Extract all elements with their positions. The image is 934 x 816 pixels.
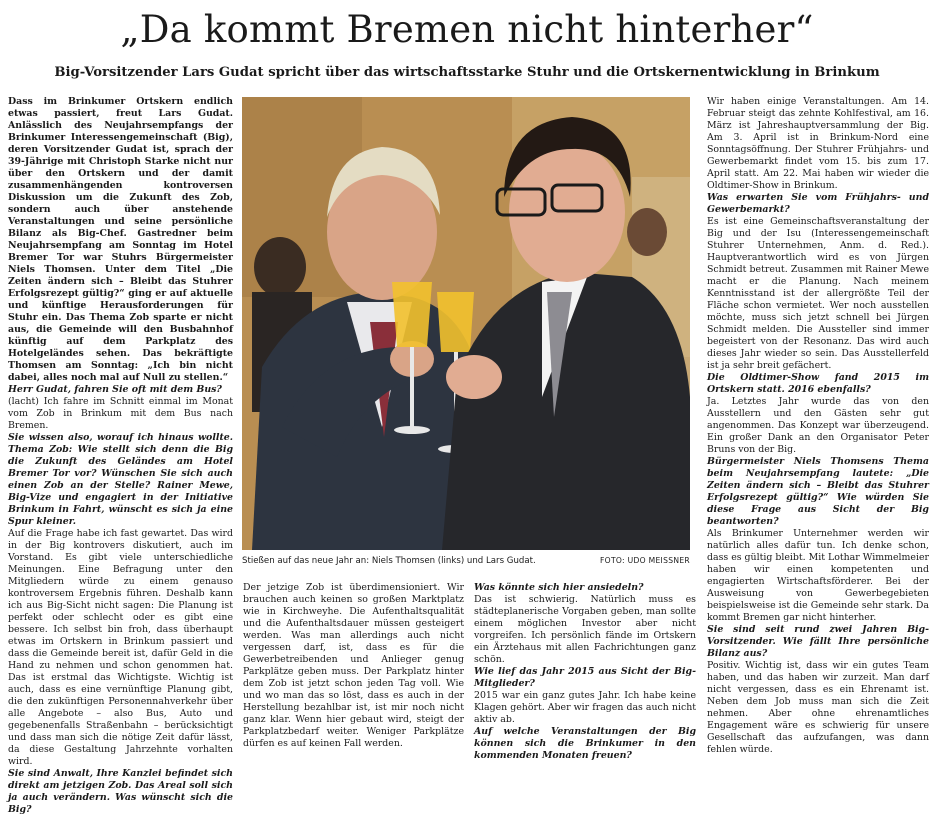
photo-credit: FOTO: UDO MEISSNER [600,556,690,565]
answer-5: 2015 war ein ganz gutes Jahr. Ich habe keine Klagen gehört. Aber wir fragen das auch nicht aktiv ab. [474,690,696,725]
headline: „Da kommt Bremen nicht hinterher“ [120,8,814,51]
question-2: Sie wissen also, worauf ich hinaus wollte. Thema Zob: Wie stellt sich denn die Big die Zukunft des Geländes am Hotel Bremer Tor vor? Wünschen Sie sich auch einen Zob an der Stelle? Rainer Mewe, Big-Vize und engagiert in der Initiative Brinkum in Fahrt, wünscht es sich ja eine Spur kleiner. [8,432,233,527]
question-7: Was erwarten Sie vom Frühjahrs- und Gewerbemarkt? [707,192,929,215]
answer-9: Als Brinkumer Unternehmer werden wir natürlich alles dafür tun. Ich denke schon, dass es gültig bleibt. Mit Lothar Wimmelmeier haben wir einen kompetenten und engagierten Wirtschaftsförderer. Bei der Ausweisung von Gewerbegebieten beispielsweise ist die Gemeinde sehr stark. Da kommt Bremen gar nicht hinterher. [707,528,930,623]
answer-1: (lacht) Ich fahre im Schnitt einmal im Monat vom Zob in Brinkum mit dem Bus nach Bremen. [8,396,233,431]
answer-7: Es ist eine Gemeinschaftsveranstaltung der Big und der Isu (Interessengemeinschaft Stuhrer Unternehmen, Anm. d. Red.). Hauptverantwortlich wird es von Jürgen Schmidt betreut. Zusammen mit Rainer Mewe macht er die Planung. Nach meinem Kenntnisstand ist der allergrößte Teil der Fläche schon vermietet. Wer noch ausstellen möchte, muss sich jetzt schnell bei Jürgen Schmidt melden. Die Aussteller sind immer begeistert von der Resonanz. Das wird auch dieses Jahr wieder so sein. Das Ausstellerfeld ist ja sehr breit gefächert. [707,216,929,371]
answer-10: Positiv. Wichtig ist, dass wir ein gutes Team haben, und das haben wir zurzeit. Man darf nicht vergessen, dass es ein Ehrenamt ist. Neben dem Job muss man sich die Zeit nehmen. Aber ohne ehrenamtliches Engagement wäre es schwierig für unsere Gesellschaft das aufzufangen, was dann fehlen würde. [707,660,929,755]
question-1: Herr Gudat, fahren Sie oft mit dem Bus? [8,384,222,395]
photo-caption [242,553,690,569]
intro-paragraph: Dass im Brinkumer Ortskern endlich etwas passiert, freut Lars Gudat. Anlässlich des Neujahrsempfangs der Brinkumer Interessengemeinschaft (Big), deren Vorsitzender Gudat ist, sprach der 39-Jährige mit Christoph Starke nicht nur über den Ortskern und der damit zusammenhängenden kontroversen Diskussion um die Zukunft des Zob, sondern auch über anstehende Veranstaltungen und seine persönliche Bilanz als Big-Chef. Gastredner beim Neujahrsempfang am Sonntag im Hotel Bremer Tor war Stuhrs Bürgermeister Niels Thomsen. Unter dem Titel „Die Zeiten ändern sich – Bleibt das Stuhrer Erfolgsrezept gültig?“ ging er auf aktuelle und künftige Herausforderungen für Stuhr ein. Das Thema Zob sparte er nicht aus, die Gemeinde will den Busbahnhof künftig auf dem Parkplatz des Hotelgeländes sehen. Das bekräftigte Thomsen am Sonntag: „Ich bin nicht dabei, alles noch mal auf Null zu stellen.“ [8,96,233,383]
question-6: Auf welche Veranstaltungen der Big können sich die Brinkumer in den kommenden Monaten freuen? [474,726,696,761]
answer-6: Wir haben einige Veranstaltungen. Am 14. Februar steigt das zehnte Kohlfestival, am 16. März ist Jahreshauptversammlung der Big. Am 3. April ist in Brinkum-Nord eine Sonntagsöffnung. Der Stuhrer Frühjahrs- und Gewerbemarkt findet vom 15. bis zum 17. April statt. Am 22. Mai haben wir wieder die Oldtimer-Show in Brinkum. [707,96,929,191]
answer-8: Ja. Letztes Jahr wurde das von den Ausstellern und den Gästen sehr gut angenommen. Das Konzept war überzeugend. Ein großer Dank an den Organisator Peter Bruns von der Big. [707,396,929,455]
column-1 [8,96,233,816]
column-3 [474,582,696,762]
question-8: Die Oldtimer-Show fand 2015 im Ortskern statt. 2016 ebenfalls? [707,372,929,395]
photo-toast [242,97,690,550]
answer-3: Der jetzige Zob ist überdimensioniert. Wir brauchen auch keinen so großen Marktplatz wie in Kirchweyhe. Die Aufenthaltsqualität und die Aufenthaltsdauer müssen gesteigert werden. Was man allerdings auch nicht vergessen darf, ist, dass es für die Gewerbetreibenden und Anlieger genug Parkplätze geben muss. Der Parkplatz hinter dem Zob ist jetzt schon jeden Tag voll. Wie und wo man das so löst, dass es auch in der Herstellung bezahlbar ist, ist mir noch nicht ganz klar. Wenn hier gebaut wird, steigt der Parkplatzbedarf weiter. Weniger Parkplätze dürfen es auf keinen Fall werden. [243,582,464,749]
column-4 [707,96,929,756]
column-2 [243,582,464,750]
question-5: Wie lief das Jahr 2015 aus Sicht der Big-Mitglieder? [474,666,696,689]
answer-4: Das ist schwierig. Natürlich muss es städteplanerische Vorgaben geben, man sollte einem möglichen Investor aber nicht vorgreifen. Ich persönlich fände im Ortskern ein Ärztehaus mit allen Fachrichtungen ganz schön. [474,594,696,665]
question-4: Was könnte sich hier ansiedeln? [474,582,644,593]
question-3: Sie sind Anwalt, Ihre Kanzlei befindet sich direkt am jetzigen Zob. Das Areal soll sich ja auch verändern. Was wünscht sich die Big? [8,768,233,815]
caption-text: Stießen auf das neue Jahr an: Niels Thomsen (links) und Lars Gudat. [242,556,536,566]
photo-illustration [242,97,690,550]
answer-2: Auf die Frage habe ich fast gewartet. Das wird in der Big kontrovers diskutiert, auch im Vorstand. Es gibt viele unterschiedliche Meinungen. Eine Befragung unter den Mitgliedern würde zu einem genauso kontroversem Ergebnis führen. Deshalb kann ich aus Big-Sicht nicht sagen: Die Planung ist perfekt oder schlecht oder es gibt eine bessere. Ich selbst bin froh, dass überhaupt etwas im Ortskern in Brinkum passiert und dass die Gemeinde bereit ist, dafür Geld in die Hand zu nehmen und schon genommen hat. Das ist erstmal das Wichtigste. Wichtig ist auch, dass es eine vernünftige Planung gibt, die den zukünftigen Personennahverkehr über alle Angebote – also Bus, Auto und gegebenenfalls Straßenbahn – berücksichtigt und dass man sich die nötige Zeit dafür lässt, da diese Gestaltung Jahrzehnte vorhalten wird. [8,528,233,767]
question-10: Sie sind seit rund zwei Jahren Big-Vorsitzender. Wie fällt Ihre persönliche Bilanz aus? [707,624,929,659]
question-9: Bürgermeister Niels Thomsens Thema beim Neujahrsempfang lautete: „Die Zeiten ändern sich – Bleibt das Stuhrer Erfolgsrezept gültig?“ Wie würden Sie diese Frage aus Sicht der Big beantworten? [707,456,929,527]
subheadline: Big-Vorsitzender Lars Gudat spricht über das wirtschaftsstarke Stuhr und die Ortskernentwicklung in Brinkum [54,65,880,80]
